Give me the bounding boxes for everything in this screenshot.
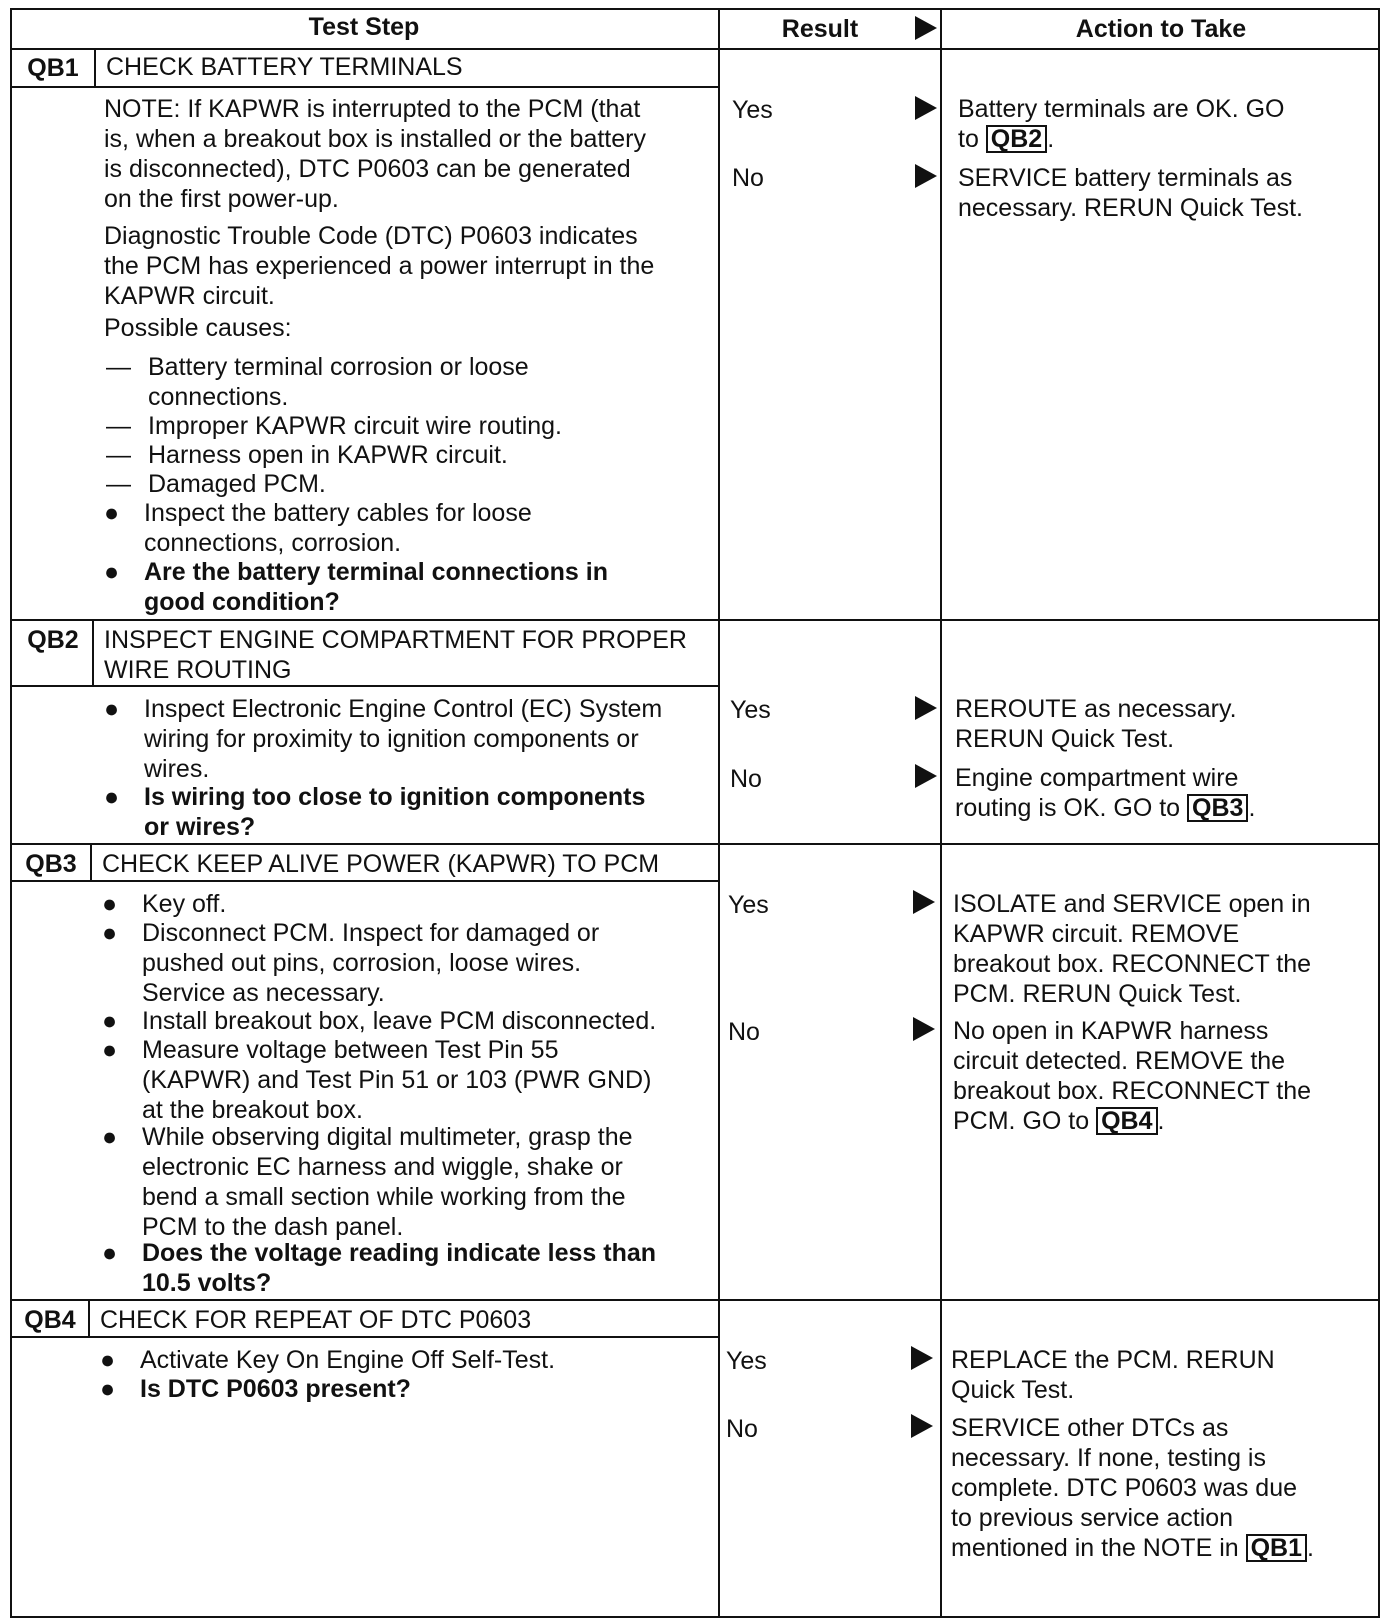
qb3-bullet-3: ● Install breakout box, leave PCM disconnected.	[102, 1007, 657, 1035]
column-divider-result	[718, 8, 720, 1618]
dash-icon: —	[106, 353, 131, 381]
qb1-description: Diagnostic Trouble Code (DTC) P0603 indicates the PCM has experienced a power interrupt in the KAPWR circuit.	[104, 222, 655, 310]
qb3-result-no: No	[728, 1018, 760, 1046]
qb1-cause-4: — Damaged PCM.	[106, 470, 326, 498]
qb2-section-divider	[10, 619, 1380, 621]
column-divider-action	[940, 8, 942, 1618]
qb1-cause-3: — Harness open in KAPWR circuit.	[106, 441, 508, 469]
qb1-result-no: No	[732, 164, 764, 192]
bullet-icon: ●	[102, 1007, 118, 1035]
header-test-step: Test Step	[308, 13, 420, 41]
qb4-bullet-2: ● Is DTC P0603 present?	[100, 1375, 411, 1403]
bullet-icon: ●	[104, 695, 120, 723]
bullet-icon: ●	[102, 890, 118, 918]
qb2-bullet-1: ● Inspect Electronic Engine Control (EC) System wiring for proximity to ignition components or wires.	[104, 695, 663, 783]
qb4-result-no: No	[726, 1415, 758, 1443]
qb1-bullet-2: ● Are the battery terminal connections in good condition?	[104, 558, 608, 616]
step-title-qb4: CHECK FOR REPEAT OF DTC P0603	[100, 1306, 532, 1334]
step-title-qb2: INSPECT ENGINE COMPARTMENT FOR PROPER WIRE ROUTING	[104, 626, 687, 684]
qb2-result-no: No	[730, 765, 762, 793]
header-divider	[10, 48, 1380, 50]
step-id-qb4: QB4	[24, 1306, 76, 1334]
qb3-section-divider	[10, 843, 1380, 845]
qb1-action-yes: Battery terminals are OK. GO to QB2 .	[958, 95, 1285, 153]
header-arrow-icon	[915, 16, 937, 40]
header-action: Action to Take	[1075, 15, 1247, 43]
bullet-icon: ●	[102, 1239, 118, 1267]
qb4-no-arrow-icon	[911, 1414, 933, 1438]
qb1-no-arrow-icon	[915, 164, 937, 188]
step-ref-qb1[interactable]: QB1	[1246, 1534, 1307, 1562]
bullet-icon: ●	[102, 1036, 118, 1064]
bullet-icon: ●	[104, 558, 120, 586]
qb2-bullet-2: ● Is wiring too close to ignition components or wires?	[104, 783, 646, 841]
qb1-title-divider	[10, 86, 718, 88]
qb3-yes-arrow-icon	[913, 890, 935, 914]
bullet-icon: ●	[100, 1375, 116, 1403]
dash-icon: —	[106, 412, 131, 440]
qb2-yes-arrow-icon	[915, 696, 937, 720]
qb3-bullet-6: ● Does the voltage reading indicate less than 10.5 volts?	[102, 1239, 657, 1297]
qb3-bullet-2: ● Disconnect PCM. Inspect for damaged or pushed out pins, corrosion, loose wires. Service as necessary.	[102, 919, 600, 1007]
qb1-result-yes: Yes	[732, 96, 773, 124]
qb1-id-divider	[94, 48, 96, 88]
bullet-icon: ●	[104, 783, 120, 811]
bullet-icon: ●	[102, 919, 118, 947]
qb3-bullet-5: ● While observing digital multimeter, grasp the electronic EC harness and wiggle, shake or bend a small section while working from the PCM to the dash panel.	[102, 1123, 633, 1241]
step-id-qb1: QB1	[27, 54, 79, 82]
qb1-cause-2: — Improper KAPWR circuit wire routing.	[106, 412, 563, 440]
step-id-qb2: QB2	[27, 626, 79, 654]
qb3-id-divider	[90, 843, 92, 882]
qb4-title-divider	[10, 1336, 718, 1338]
qb4-action-yes: REPLACE the PCM. RERUN Quick Test.	[951, 1346, 1275, 1404]
qb3-bullet-1: ● Key off.	[102, 890, 227, 918]
header-result: Result	[781, 15, 859, 43]
step-ref-qb2[interactable]: QB2	[986, 125, 1047, 153]
bullet-icon: ●	[104, 499, 120, 527]
qb2-action-no: Engine compartment wire routing is OK. GO to QB3 .	[955, 764, 1256, 822]
qb4-id-divider	[88, 1299, 90, 1338]
qb4-result-yes: Yes	[726, 1347, 767, 1375]
qb1-yes-arrow-icon	[915, 96, 937, 120]
qb1-action-no: SERVICE battery terminals as necessary. RERUN Quick Test.	[958, 164, 1304, 222]
qb4-bullet-1: ● Activate Key On Engine Off Self-Test.	[100, 1346, 556, 1374]
qb1-bullet-1: ● Inspect the battery cables for loose connections, corrosion.	[104, 499, 532, 557]
dash-icon: —	[106, 470, 131, 498]
qb2-result-yes: Yes	[730, 696, 771, 724]
qb1-causes-label: Possible causes:	[104, 314, 292, 342]
qb3-no-arrow-icon	[913, 1017, 935, 1041]
qb3-action-yes: ISOLATE and SERVICE open in KAPWR circuit. REMOVE breakout box. RECONNECT the PCM. RERUN Quick Test.	[953, 890, 1312, 1008]
qb2-action-yes: REROUTE as necessary. RERUN Quick Test.	[955, 695, 1237, 753]
bullet-icon: ●	[100, 1346, 116, 1374]
qb4-action-no: SERVICE other DTCs as necessary. If none, testing is complete. DTC P0603 was due to previous service action mentioned in the NOTE in QB1 .	[951, 1414, 1314, 1562]
qb3-bullet-4: ● Measure voltage between Test Pin 55 (KAPWR) and Test Pin 51 or 103 (PWR GND) at the breakout box.	[102, 1036, 652, 1124]
step-ref-qb3[interactable]: QB3	[1187, 794, 1248, 822]
qb3-title-divider	[10, 880, 718, 882]
dash-icon: —	[106, 441, 131, 469]
qb1-note: NOTE: If KAPWR is interrupted to the PCM (that is, when a breakout box is installed or the battery is disconnected), DTC P0603 can be generated on the first power-up.	[104, 95, 646, 213]
step-title-qb3: CHECK KEEP ALIVE POWER (KAPWR) TO PCM	[102, 850, 660, 878]
step-id-qb3: QB3	[25, 850, 77, 878]
qb4-yes-arrow-icon	[911, 1346, 933, 1370]
bullet-icon: ●	[102, 1123, 118, 1151]
step-title-qb1: CHECK BATTERY TERMINALS	[106, 53, 463, 81]
qb3-result-yes: Yes	[728, 891, 769, 919]
qb2-no-arrow-icon	[915, 764, 937, 788]
step-ref-qb4[interactable]: QB4	[1096, 1107, 1157, 1135]
qb3-action-no: No open in KAPWR harness circuit detected. REMOVE the breakout box. RECONNECT the PCM. GO to QB4 .	[953, 1017, 1312, 1135]
qb4-section-divider	[10, 1299, 1380, 1301]
qb1-cause-1: — Battery terminal corrosion or loose connections.	[106, 353, 529, 411]
qb2-title-divider	[10, 685, 718, 687]
